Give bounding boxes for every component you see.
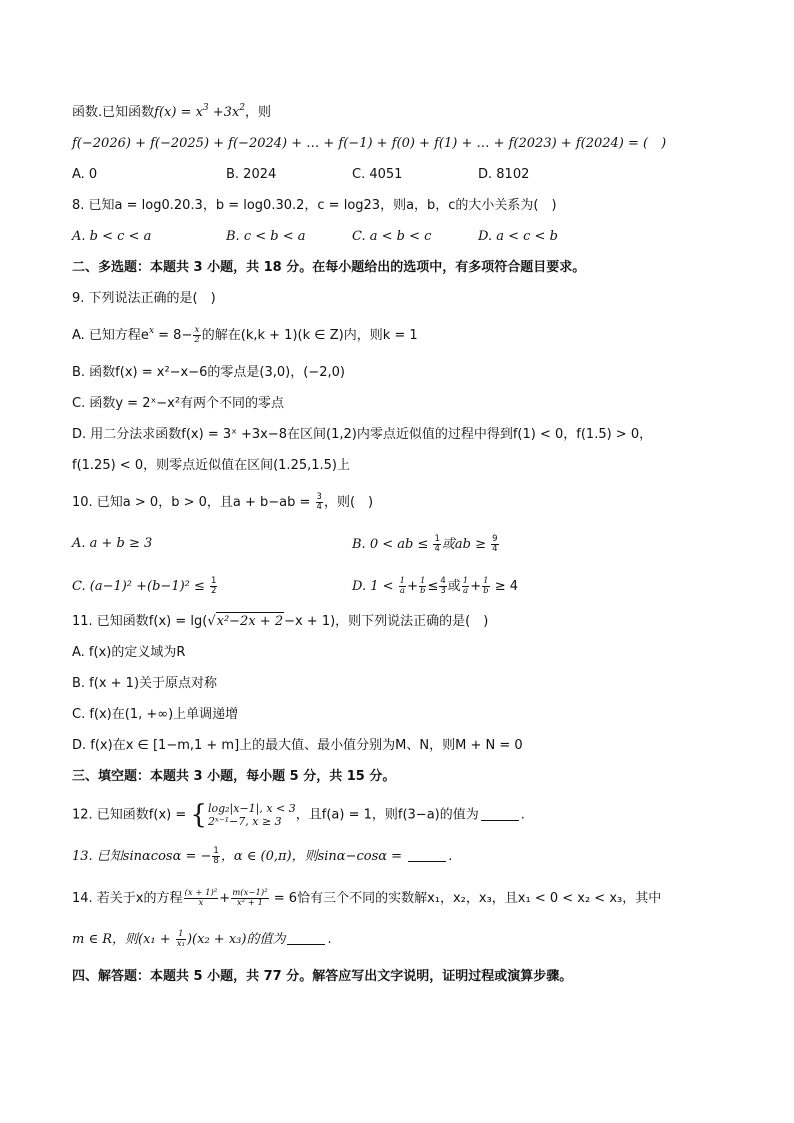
q7-expression: f(−2026) + f(−2025) + f(−2024) + … + f(−1) + f(0) + f(1) + … + f(2023) + f(2024) = ( ) <box>72 136 667 151</box>
q8-option-a[interactable]: A. b < c < a <box>72 229 152 244</box>
q11-stem: 11. 已知函数f(x) = lg(√x²−2x + 2−x + 1)，则下列说法正确的是( ) <box>72 614 489 629</box>
q7-func: $f(x) = x^3 +3x^2$ <box>154 103 246 120</box>
q9-option-d-line2: f(1.25) < 0，则零点近似值在区间(1.25,1.5)上 <box>72 458 350 473</box>
q9-option-a[interactable]: A. 已知方程$e^x = 8-$ $\frac{x}{2}$ 的解在(k,k + 1)(k ∈ Z)内，则k = 1 <box>72 325 418 345</box>
q10-option-d[interactable]: D. 1 < $\frac{1}{a}$ + $\frac{1}{b}$ ≤ $\frac{4}{3}$ 或 $\frac{1}{a}$ + $\frac{1}{b}$ ≥ 4 <box>352 576 518 596</box>
q10-stem: 10. 已知a > 0，b > 0，且a + b−ab = $\frac{3}{4}$ ，则( ) <box>72 492 374 512</box>
q10-option-a[interactable]: A. a + b ≥ 3 <box>72 536 153 551</box>
q8-stem: 8. 已知a = log0.20.3，b = log0.30.2，c = log23，则a，b，c的大小关系为( ) <box>72 198 557 213</box>
section-fill-in-heading: 三、填空题：本题共 3 小题，每小题 5 分，共 15 分。 <box>72 769 396 784</box>
q8-option-c[interactable]: C. a < b < c <box>352 229 432 244</box>
q12-stem: 12. 已知函数f(x) = { log₂|x−1|, x < 3 2ˣ⁻¹−7, x ≥ 3 ，且f(a) = 1，则f(3−a)的值为 . <box>72 800 525 830</box>
q8-option-b[interactable]: B. c < b < a <box>226 229 306 244</box>
q14-stem-line1: 14. 若关于x的方程 $\frac{\text{(x + 1)²}}{x}$ + $\frac{\text{m(x−1)²}}{\text{x² + 1}}$ = 6恰有三个不同的实数解x₁，x₂，x₃，且x₁ < 0 < x₂ < x₃，其中 <box>72 888 662 908</box>
q14-answer-blank[interactable] <box>287 932 325 945</box>
q9-option-c[interactable]: C. 函数y = 2ˣ−x²有两个不同的零点 <box>72 396 285 411</box>
q9-option-d-line1[interactable]: D. 用二分法求函数f(x) = 3ˣ +3x−8在区间(1,2)内零点近似值的过程中得到f(1) < 0，f(1.5) > 0， <box>72 427 653 442</box>
q7-option-d[interactable]: D. 8102 <box>478 167 530 182</box>
q10-option-b[interactable]: B. 0 < ab ≤ $\frac{1}{4}$ 或ab ≥ $\frac{9}{4}$ <box>352 534 498 554</box>
section-solution-heading: 四、解答题：本题共 5 小题，共 77 分。解答应写出文字说明，证明过程或演算步骤。 <box>72 969 573 984</box>
q8-option-d[interactable]: D. a < c < b <box>478 229 558 244</box>
q12-answer-blank[interactable] <box>481 808 519 821</box>
q11-option-c[interactable]: C. f(x)在(1, +∞)上单调递增 <box>72 707 239 722</box>
q7-option-a[interactable]: A. 0 <box>72 167 98 182</box>
q11-option-b[interactable]: B. f(x + 1)关于原点对称 <box>72 676 218 691</box>
q10-option-c[interactable]: C. (a−1)² +(b−1)² ≤ $\frac{1}{2}$ <box>72 576 217 596</box>
q11-option-d[interactable]: D. f(x)在x ∈ [1−m,1 + m]上的最大值、最小值分别为M、N，则M + N = 0 <box>72 738 523 753</box>
q13-answer-blank[interactable] <box>408 849 446 862</box>
q13-stem: 13. 已知sinαcosα = − $\frac{1}{8}$ ，α ∈ (0,π)，则sinα−cosα = . <box>72 846 453 866</box>
q14-stem-line2: m ∈ R，则(x₁ + $\frac{1}{\text{x₁}}$ )(x₂ + x₃)的值为 . <box>72 929 332 949</box>
q12-case-1: log₂|x−1|, x < 3 <box>207 802 296 815</box>
q9-stem: 9. 下列说法正确的是( ) <box>72 291 216 306</box>
q12-case-2: 2ˣ⁻¹−7, x ≥ 3 <box>207 815 282 828</box>
q7-stem: 函数.已知函数$f(x) = x^3 +3x^2$，则 <box>72 103 272 120</box>
q9-option-b[interactable]: B. 函数f(x) = x²−x−6的零点是(3,0)，(−2,0) <box>72 365 345 380</box>
section-multiple-choice-heading: 二、多选题：本题共 3 小题，共 18 分。在每小题给出的选项中，有多项符合题目要求。 <box>72 260 586 275</box>
q7-option-b[interactable]: B. 2024 <box>226 167 277 182</box>
q11-option-a[interactable]: A. f(x)的定义域为R <box>72 645 186 660</box>
q7-option-c[interactable]: C. 4051 <box>352 167 403 182</box>
